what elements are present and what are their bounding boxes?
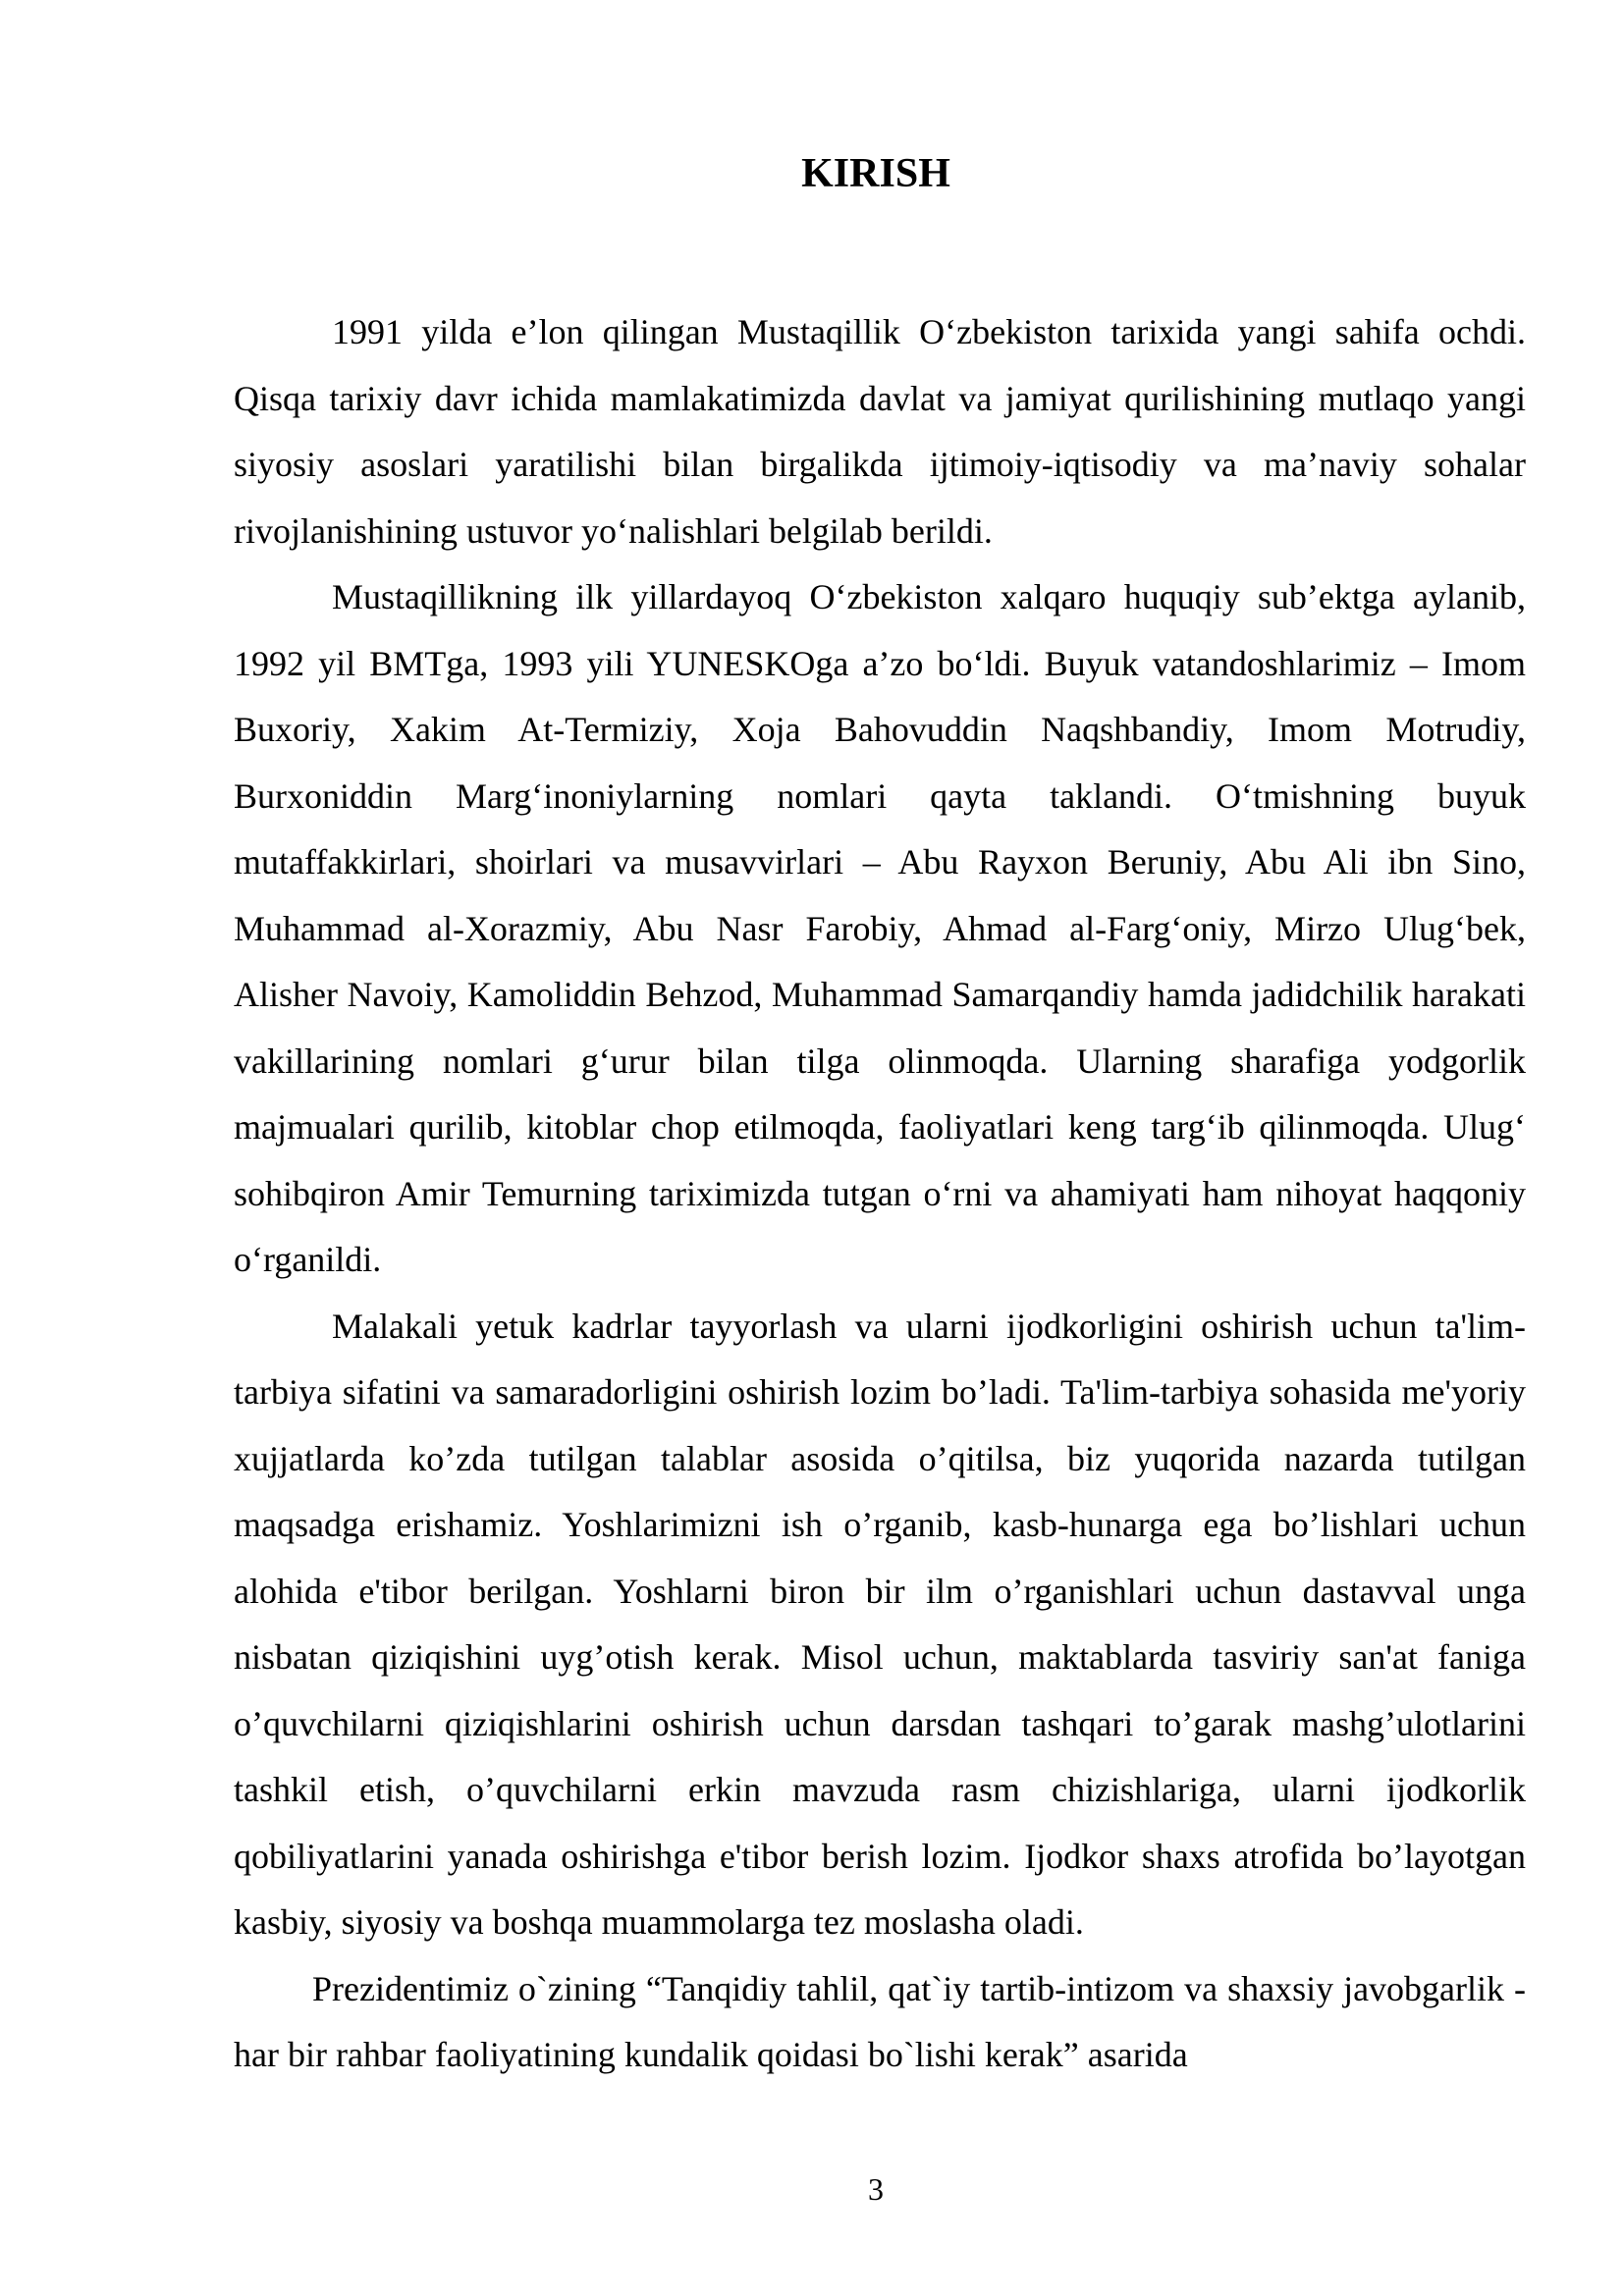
paragraph: 1991 yilda e’lon qilingan Mustaqillik O‘zbekiston tarixida yangi sahifa ochdi. Qisqa tarixiy davr ichida mamlakatimizda davlat va jamiyat qurilishining mutlaqo yangi siyosiy asoslari yaratilishi bilan birgalikda ijtimoiy-iqtisodiy va ma’naviy sohalar rivojlanishining ustuvor yo‘nalishlari belgilab berildi. xyxy=(234,312,1526,551)
paragraph: Prezidentimiz o`zining “Tanqidiy tahlil, qat`iy tartib-intizom va shaxsiy javobgarlik - har bir rahbar faoliyatining kundalik qoidasi bo`lishi kerak” asarida xyxy=(234,1968,1526,2074)
body-text xyxy=(234,299,1526,2089)
paragraph: Malakali yetuk kadrlar tayyorlash va ularni ijodkorligini oshirish uchun ta'lim-tarbiya sifatini va samaradorligini oshirish lozim bo’ladi. Ta'lim-tarbiya sohasida me'yoriy xujjatlarda ko’zda tutilgan talablar asosida o’qitilsa, biz yuqorida nazarda tutilgan maqsadga erishamiz. Yoshlarimizni ish o’rganib, kasb-hunarga ega bo’lishlari uchun alohida e'tibor berilgan. Yoshlarni biron bir ilm o’rganishlari uchun dastavval unga nisbatan qiziqishini uyg’otish kerak. Misol uchun, maktablarda tasviriy san'at faniga o’quvchilarni qiziqishlarini oshirish uchun darsdan tashqari to’garak mashg’ulotlarini tashkil etish, o’quvchilarni erkin mavzuda rasm chizishlariga, ularni ijodkorlik qobiliyatlarini yanada oshirishga e'tibor berish lozim. Ijodkor shaxs atrofida bo’layotgan kasbiy, siyosiy va boshqa muammolarga tez moslasha oladi. xyxy=(234,1306,1526,1942)
page-number: 3 xyxy=(868,2171,884,2207)
page-title: KIRISH xyxy=(801,151,950,196)
paragraph: Mustaqillikning ilk yillardayoq O‘zbekiston xalqaro huquqiy sub’ektga aylanib, 1992 yil BMTga, 1993 yili YUNESKOga a’zo bo‘ldi. Buyuk vatandoshlarimiz – Imom Buxoriy, Xakim At-Termiziy, Xoja Bahovuddin Naqshbandiy, Imom Motrudiy, Burxoniddin Marg‘inoniylarning nomlari qayta taklandi. O‘tmishning buyuk mutaffakkirlari, shoirlari va musavvirlari – Abu Rayxon Beruniy, Abu Ali ibn Sino, Muhammad al-Xorazmiy, Abu Nasr Farobiy, Ahmad al-Farg‘oniy, Mirzo Ulug‘bek, Alisher Navoiy, Kamoliddin Behzod, Muhammad Samarqandiy hamda jadidchilik harakati vakillarining nomlari g‘urur bilan tilga olinmoqda. Ularning sharafiga yodgorlik majmualari qurilib, kitoblar chop etilmoqda, faoliyatlari keng targ‘ib qilinmoqda. Ulug‘ sohibqiron Amir Temurning tariximizda tutgan o‘rni va ahamiyati ham nihoyat haqqoniy o‘rganildi. xyxy=(234,577,1526,1279)
